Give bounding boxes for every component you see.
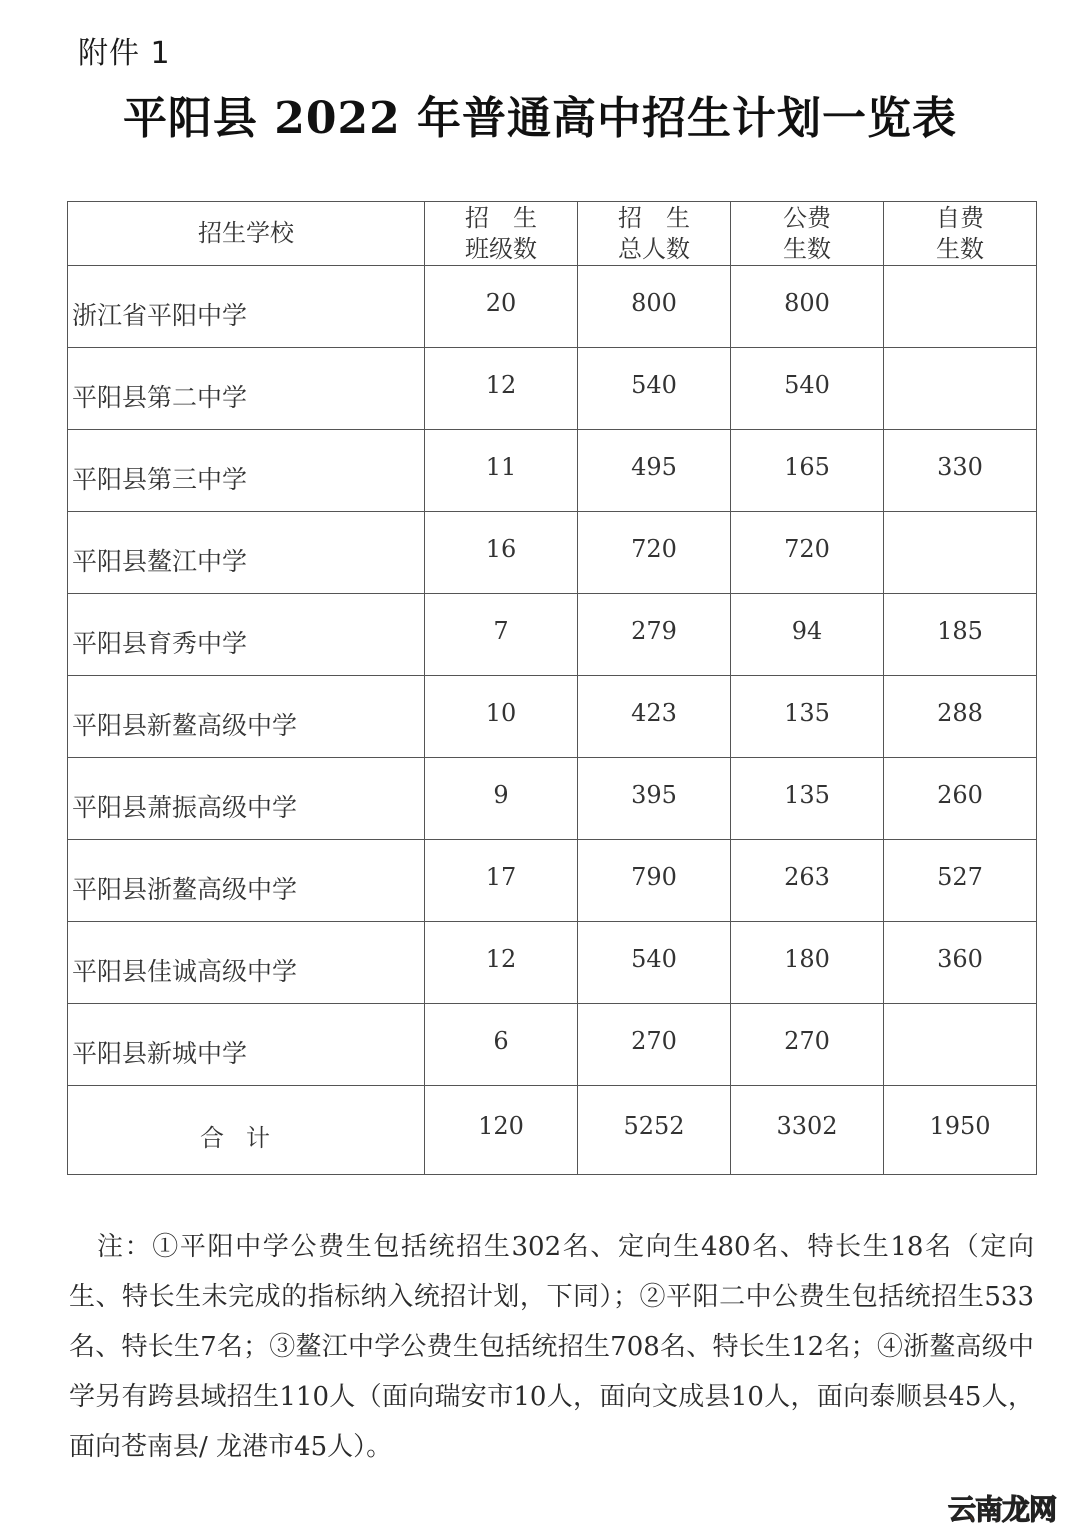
school-name: 平阳县萧振高级中学 [68, 758, 425, 840]
total-cell: 423 [578, 676, 731, 758]
public-cell: 270 [731, 1004, 884, 1086]
classes-cell: 11 [425, 430, 578, 512]
total-cell: 790 [578, 840, 731, 922]
self-funded-cell: 288 [884, 676, 1037, 758]
classes-cell: 20 [425, 266, 578, 348]
table-row [68, 512, 1037, 594]
total-self-funded: 1950 [884, 1086, 1037, 1175]
school-name: 浙江省平阳中学 [68, 266, 425, 348]
table-row [68, 266, 1037, 348]
school-name: 平阳县新城中学 [68, 1004, 425, 1086]
school-name: 平阳县新鳌高级中学 [68, 676, 425, 758]
total-classes: 120 [425, 1086, 578, 1175]
classes-cell: 12 [425, 348, 578, 430]
total-cell: 270 [578, 1004, 731, 1086]
total-students: 5252 [578, 1086, 731, 1175]
public-cell: 263 [731, 840, 884, 922]
school-name: 平阳县育秀中学 [68, 594, 425, 676]
attachment-label: 附件 1 [78, 36, 171, 71]
self-funded-cell: 185 [884, 594, 1037, 676]
self-funded-cell [884, 512, 1037, 594]
table-row [68, 758, 1037, 840]
classes-cell: 6 [425, 1004, 578, 1086]
total-cell: 395 [578, 758, 731, 840]
table-row [68, 348, 1037, 430]
public-cell: 720 [731, 512, 884, 594]
total-cell: 540 [578, 922, 731, 1004]
public-cell: 165 [731, 430, 884, 512]
watermark-part2: 龙网 [1002, 1493, 1057, 1526]
public-cell: 135 [731, 758, 884, 840]
watermark-part1: 云南 [948, 1493, 1003, 1526]
total-public: 3302 [731, 1086, 884, 1175]
classes-cell: 7 [425, 594, 578, 676]
self-funded-cell: 360 [884, 922, 1037, 1004]
self-funded-cell: 330 [884, 430, 1037, 512]
total-label: 合计 [68, 1086, 425, 1175]
total-cell: 495 [578, 430, 731, 512]
header-total: 招 生 总人数 [578, 202, 731, 266]
total-cell: 540 [578, 348, 731, 430]
table-row [68, 840, 1037, 922]
self-funded-cell [884, 266, 1037, 348]
total-cell: 720 [578, 512, 731, 594]
total-cell: 279 [578, 594, 731, 676]
self-funded-cell [884, 348, 1037, 430]
school-name: 平阳县佳诚高级中学 [68, 922, 425, 1004]
classes-cell: 12 [425, 922, 578, 1004]
self-funded-cell [884, 1004, 1037, 1086]
school-name: 平阳县第二中学 [68, 348, 425, 430]
watermark-logo [948, 1488, 1056, 1528]
public-cell: 540 [731, 348, 884, 430]
header-school: 招生学校 [68, 202, 425, 266]
table-row [68, 430, 1037, 512]
footnotes: 注：①平阳中学公费生包括统招生302名、定向生480名、特长生18名（定向生、特长生未完成的指标纳入统招计划，下同）；②平阳二中公费生包括统招生533名、特长生7名；③鳌江中学公费生包括统招生708名、特长生12名；④浙鳌高级中学另有跨县域招生110人（面向瑞安市10人，面向文成县10人，面向泰顺县45人，面向苍南县/ 龙港市45人）。 [69, 1232, 1034, 1462]
public-cell: 94 [731, 594, 884, 676]
header-self-funded: 自费 生数 [884, 202, 1037, 266]
page-title: 平阳县 2022 年普通高中招生计划一览表 [122, 93, 958, 144]
public-cell: 180 [731, 922, 884, 1004]
total-cell: 800 [578, 266, 731, 348]
school-name: 平阳县第三中学 [68, 430, 425, 512]
public-cell: 800 [731, 266, 884, 348]
classes-cell: 9 [425, 758, 578, 840]
table-row [68, 676, 1037, 758]
public-cell: 135 [731, 676, 884, 758]
table-row [68, 1004, 1037, 1086]
school-name: 平阳县鳌江中学 [68, 512, 425, 594]
classes-cell: 10 [425, 676, 578, 758]
school-name: 平阳县浙鳌高级中学 [68, 840, 425, 922]
table-row [68, 594, 1037, 676]
enrollment-plan-table [67, 201, 1037, 1175]
classes-cell: 17 [425, 840, 578, 922]
total-row [68, 1086, 1037, 1175]
table-header-row [68, 202, 1037, 266]
classes-cell: 16 [425, 512, 578, 594]
header-classes: 招 生 班级数 [425, 202, 578, 266]
self-funded-cell: 527 [884, 840, 1037, 922]
header-public: 公费 生数 [731, 202, 884, 266]
self-funded-cell: 260 [884, 758, 1037, 840]
table-row [68, 922, 1037, 1004]
